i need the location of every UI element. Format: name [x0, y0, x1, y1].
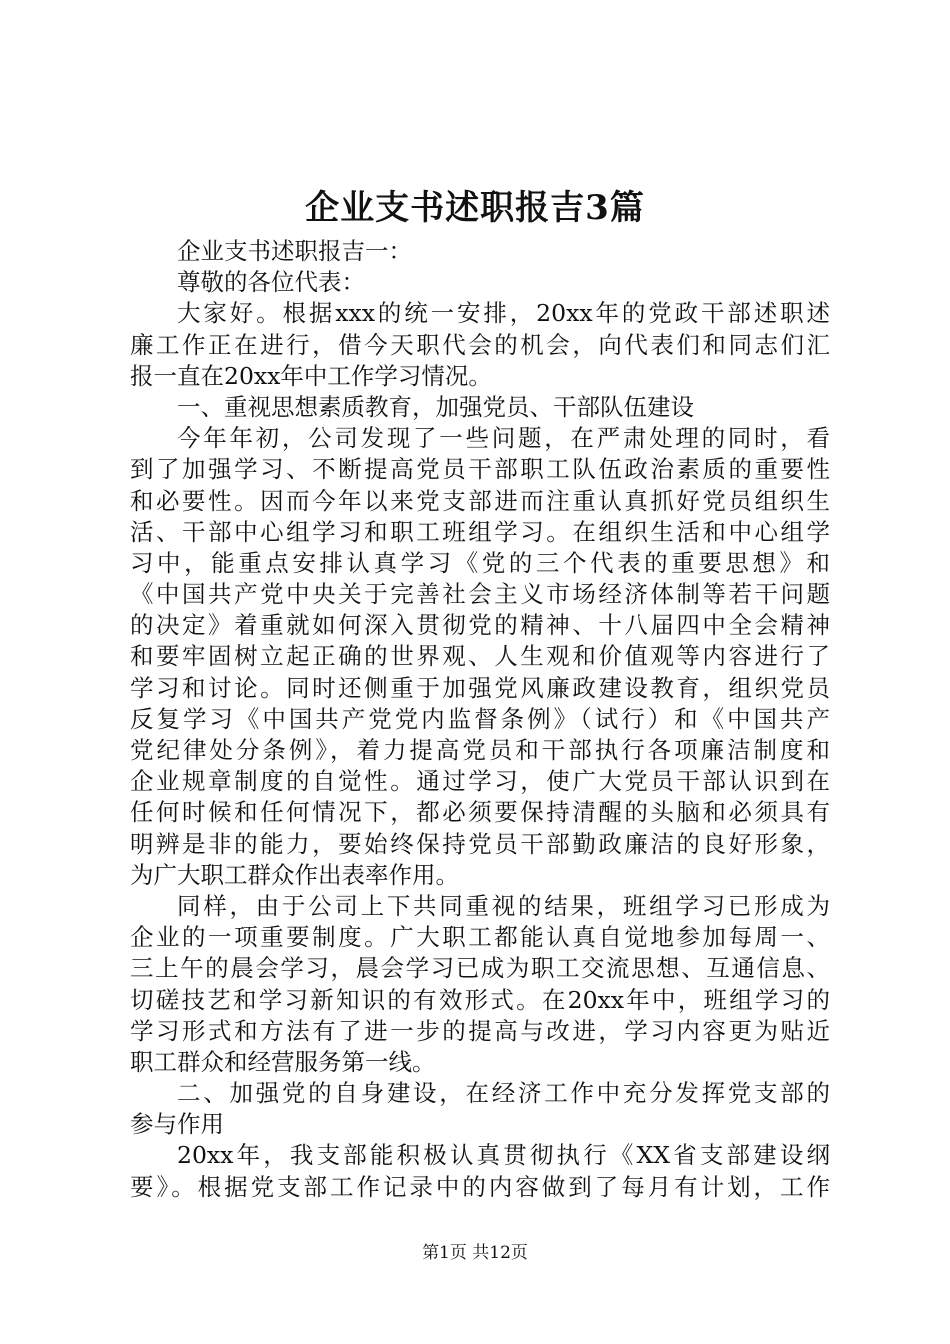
paragraph-line: 职工群众和经营服务第一线。 [130, 1047, 436, 1076]
paragraph-line: 学习和讨论。同时还侧重于加强党风廉政建设教育，组织党员 [130, 673, 830, 702]
section-heading: 企业支书述职报吉一： [177, 237, 412, 265]
section-heading: 二、加强党的自身建设，在经济工作中充分发挥党支部的 [177, 1079, 830, 1108]
salutation-line: 尊敬的各位代表： [177, 268, 365, 297]
paragraph-line: 要》。根据党支部工作记录中的内容做到了每月有计划，工作 [130, 1172, 830, 1201]
paragraph-line: 任何时候和任何情况下，都必须要保持清醒的头脑和必须具有 [130, 798, 830, 827]
paragraph-line: 企业规章制度的自觉性。通过学习，使广大党员干部认识到在 [130, 767, 830, 796]
paragraph-line: 切磋技艺和学习新知识的有效形式。在20xx年中，班组学习的 [130, 985, 830, 1014]
page-number: 第1页 共12页 [422, 1243, 528, 1263]
paragraph-line: 学习形式和方法有了进一步的提高与改进，学习内容更为贴近 [130, 1016, 830, 1045]
section-heading: 一、重视思想素质教育，加强党员、干部队伍建设 [177, 392, 694, 421]
paragraph-line: 三上午的晨会学习，晨会学习已成为职工交流思想、互通信息、 [130, 954, 830, 983]
paragraph-line: 明辨是非的能力，要始终保持党员干部勤政廉洁的良好形象， [130, 829, 830, 858]
section-heading: 参与作用 [130, 1110, 224, 1139]
paragraph-line: 今年年初，公司发现了一些问题，在严肃处理的同时，看 [177, 424, 830, 453]
paragraph-line: 和必要性。因而今年以来党支部进而注重认真抓好党员组织生 [130, 486, 830, 515]
paragraph-line: 习中，能重点安排认真学习《党的三个代表的重要思想》和 [130, 548, 830, 577]
paragraph-line: 《中国共产党中央关于完善社会主义市场经济体制等若干问题 [130, 580, 830, 609]
paragraph-line: 报一直在20xx年中工作学习情况。 [130, 361, 492, 390]
paragraph-line: 同样，由于公司上下共同重视的结果，班组学习已形成为 [177, 891, 830, 920]
paragraph-line: 和要牢固树立起正确的世界观、人生观和价值观等内容进行了 [130, 642, 830, 671]
paragraph-line: 活、干部中心组学习和职工班组学习。在组织生活和中心组学 [130, 517, 830, 546]
paragraph-line: 大家好。根据xxx的统一安排，20xx年的党政干部述职述 [177, 299, 830, 328]
paragraph-line: 为广大职工群众作出表率作用。 [130, 860, 459, 889]
paragraph-line: 企业的一项重要制度。广大职工都能认真自觉地参加每周一、 [130, 923, 830, 952]
paragraph-line: 的决定》着重就如何深入贯彻党的精神、十八届四中全会精神 [130, 611, 830, 640]
paragraph-line: 反复学习《中国共产党党内监督条例》（试行）和《中国共产 [130, 704, 830, 733]
paragraph-line: 党纪律处分条例》，着力提高党员和干部执行各项廉洁制度和 [130, 736, 830, 764]
document-body [130, 236, 830, 1203]
paragraph-line: 到了加强学习、不断提高党员干部职工队伍政治素质的重要性 [130, 455, 830, 484]
paragraph-line: 廉工作正在进行，借今天职代会的机会，向代表们和同志们汇 [130, 330, 830, 359]
document-title: 企业支书述职报吉3篇 [305, 188, 645, 228]
paragraph-line: 20xx年，我支部能积极认真贯彻执行《XX省支部建设纲 [177, 1141, 830, 1170]
